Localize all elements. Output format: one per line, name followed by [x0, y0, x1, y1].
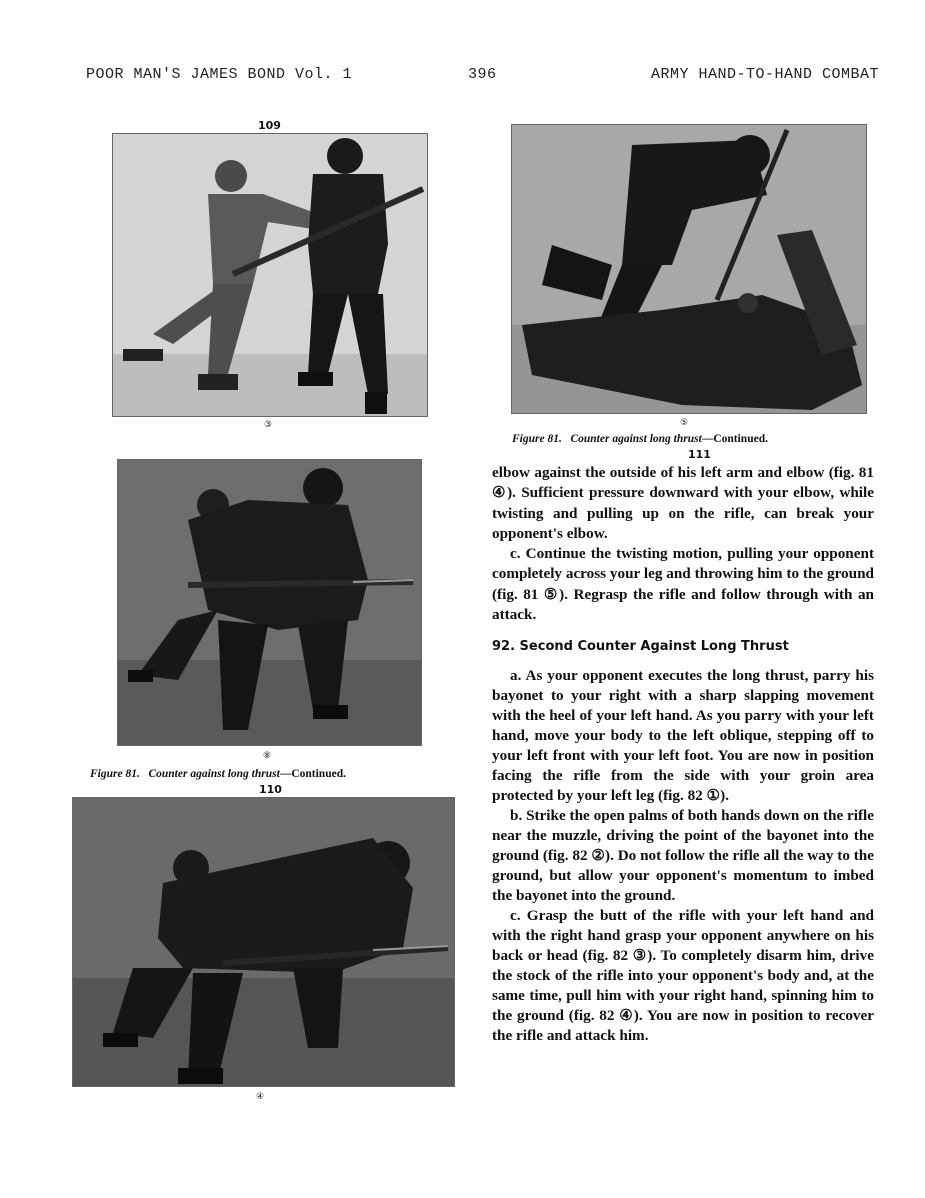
section-heading-92: 92. Second Counter Against Long Thrust — [492, 639, 789, 654]
photo-fig81-4 — [72, 797, 455, 1087]
photo-fig81-5-label: ⑤ — [680, 418, 689, 428]
running-header-right: ARMY HAND-TO-HAND COMBAT — [650, 66, 879, 83]
page-number-109: 109 — [258, 119, 281, 132]
photo-fig81-4-image — [73, 798, 454, 1086]
photo-fig81-4-label: ④ — [256, 1092, 265, 1102]
caption-right-title: Counter against long thrust — [570, 433, 702, 445]
paragraph-c-grasp: c. Grasp the butt of the rifle with your left hand and with the right hand grasp your opponent anywhere on his back or head (fig. 82 ③). To completely disarm him, drive the stock of the rifle into your opponent's body and, at the same time, pull him with your right hand, spinning him to the ground (fig. 82 ④). You are now in position to recover the rifle and attack him. — [492, 907, 874, 1044]
caption-right — [512, 433, 768, 445]
photo-fig81-8 — [117, 459, 422, 746]
paragraph-continuation: elbow against the outside of his left arm and elbow (fig. 81 ④). Sufficient pressure downward with your elbow, while twisting and pulling up on the rifle, can break your opponent's elbow. — [492, 464, 874, 542]
caption-left-title: Counter against long thrust — [148, 768, 280, 780]
photo-fig81-5 — [511, 124, 867, 414]
caption-left — [90, 768, 346, 780]
photo-fig81-3 — [112, 133, 428, 417]
caption-right-figure: Figure 81. — [512, 433, 562, 445]
caption-left-figure: Figure 81. — [90, 768, 140, 780]
running-header-left: POOR MAN'S JAMES BOND Vol. 1 — [86, 66, 353, 83]
photo-fig81-3-image — [113, 134, 427, 416]
photo-fig81-3-label: ③ — [264, 420, 273, 430]
paragraph-c-twisting: c. Continue the twisting motion, pulling your opponent completely across your leg and throwing him to the ground (fig. 81 ⑤). Regrasp the rifle and follow through with an attack. — [492, 545, 874, 624]
running-header-page-number: 396 — [468, 66, 497, 83]
paragraph-a-parry: a. As your opponent executes the long thrust, parry his bayonet to your right with a sharp slapping movement with the heel of your left hand. As you parry with your left hand, move your body to the left oblique, stepping off to your left front with your left foot. You are now in position facing the rifle from the side with your groin area protected by your left leg (fig. 82 ①). — [492, 667, 874, 804]
photo-fig81-8-image — [118, 460, 421, 745]
paragraph-b-strike: b. Strike the open palms of both hands down on the rifle near the muzzle, driving the point of the bayonet into the ground (fig. 82 ②). Do not follow the rifle all the way to the ground, but allow your opponent's momentum to imbed the bayonet into the ground. — [492, 807, 874, 904]
photo-fig81-5-image — [512, 125, 866, 413]
caption-left-continued: —Continued. — [279, 768, 346, 780]
page-number-111: 111 — [688, 448, 711, 461]
body-text-section-92 — [492, 666, 874, 1046]
page-number-110: 110 — [259, 783, 282, 796]
caption-right-continued: —Continued. — [701, 433, 768, 445]
photo-fig81-8-label: ⑧ — [263, 751, 272, 761]
body-text-top — [492, 463, 874, 625]
